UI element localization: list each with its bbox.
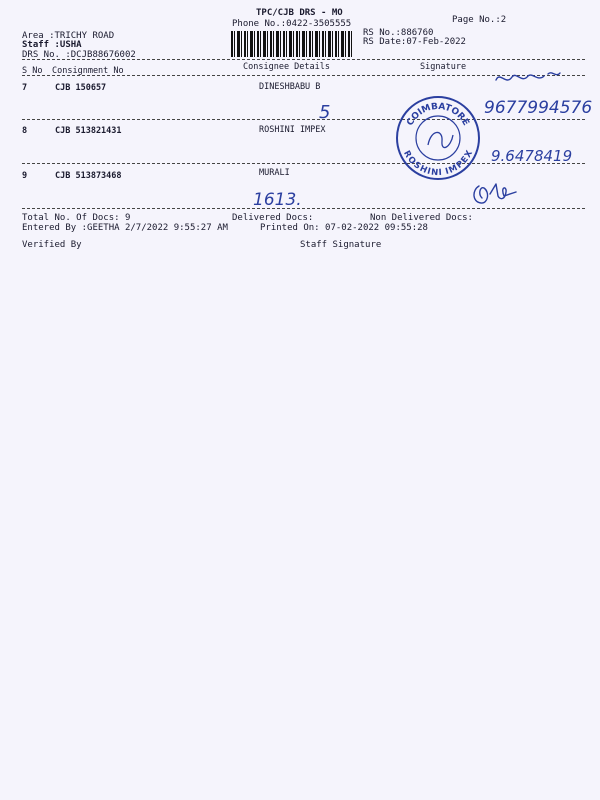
staff-label: Staff :USHA <box>22 40 82 50</box>
col-header-signature: Signature <box>420 62 467 72</box>
divider <box>22 59 585 60</box>
signature-scribble <box>428 132 453 147</box>
row-consignee: ROSHINI IMPEX <box>259 125 326 135</box>
handwritten-mark <box>316 98 342 124</box>
barcode <box>231 31 353 57</box>
svg-text:COIMBATORE <box>405 102 470 128</box>
company-stamp <box>395 95 481 181</box>
entered-by: Entered By :GEETHA 2/7/2022 9:55:27 AM <box>22 223 228 233</box>
svg-text:ROSHINI IMPEX <box>401 148 474 177</box>
non-delivered-docs: Non Delivered Docs: <box>370 213 473 223</box>
stamp-top-text: COIMBATORE <box>405 101 471 128</box>
rs-date: RS Date:07-Feb-2022 <box>363 37 466 47</box>
handwritten-signature <box>470 178 530 210</box>
col-header-consignee: Consignee Details <box>243 62 330 72</box>
svg-text:9677994576: 9677994576 <box>484 98 593 118</box>
handwritten-phone <box>478 94 600 118</box>
row-consignment-no: CJB 150657 <box>55 83 107 93</box>
rs-number: RS No.:886760 <box>363 28 434 38</box>
page-number: Page No.:2 <box>452 15 507 25</box>
phone-number: Phone No.:0422-3505555 <box>232 19 352 29</box>
row-consignee: MURALI <box>259 168 290 178</box>
row-sno: 8 <box>22 126 28 136</box>
col-header-sno: S No <box>22 66 43 76</box>
printed-on: Printed On: 07-02-2022 09:55:28 <box>260 223 428 233</box>
total-docs: Total No. Of Docs: 9 <box>22 213 131 223</box>
row-consignment-no: CJB 513821431 <box>55 126 122 136</box>
handwritten-phone <box>489 142 600 168</box>
delivered-docs: Delivered Docs: <box>232 213 314 223</box>
handwritten-code <box>251 186 303 210</box>
col-header-consignment: Consignment No <box>52 66 124 76</box>
row-consignee: DINESHBABU B <box>259 82 321 92</box>
stamp-bottom-text: ROSHINI IMPEX <box>401 148 475 178</box>
row-sno: 7 <box>22 83 28 93</box>
row-sno: 9 <box>22 171 28 181</box>
drs-number: DRS No. :DCJB88676002 <box>22 50 136 60</box>
svg-text:1613.: 1613. <box>253 190 302 210</box>
area-label: Area :TRICHY ROAD <box>22 31 115 41</box>
row-consignment-no: CJB 513873468 <box>55 171 122 181</box>
row-divider <box>22 119 585 120</box>
document-title: TPC/CJB DRS - MO <box>256 8 343 18</box>
staff-signature: Staff Signature <box>300 240 382 250</box>
svg-text:5: 5 <box>319 102 331 123</box>
verified-by: Verified By <box>22 240 82 250</box>
svg-text:9.6478419: 9.6478419 <box>491 147 573 165</box>
